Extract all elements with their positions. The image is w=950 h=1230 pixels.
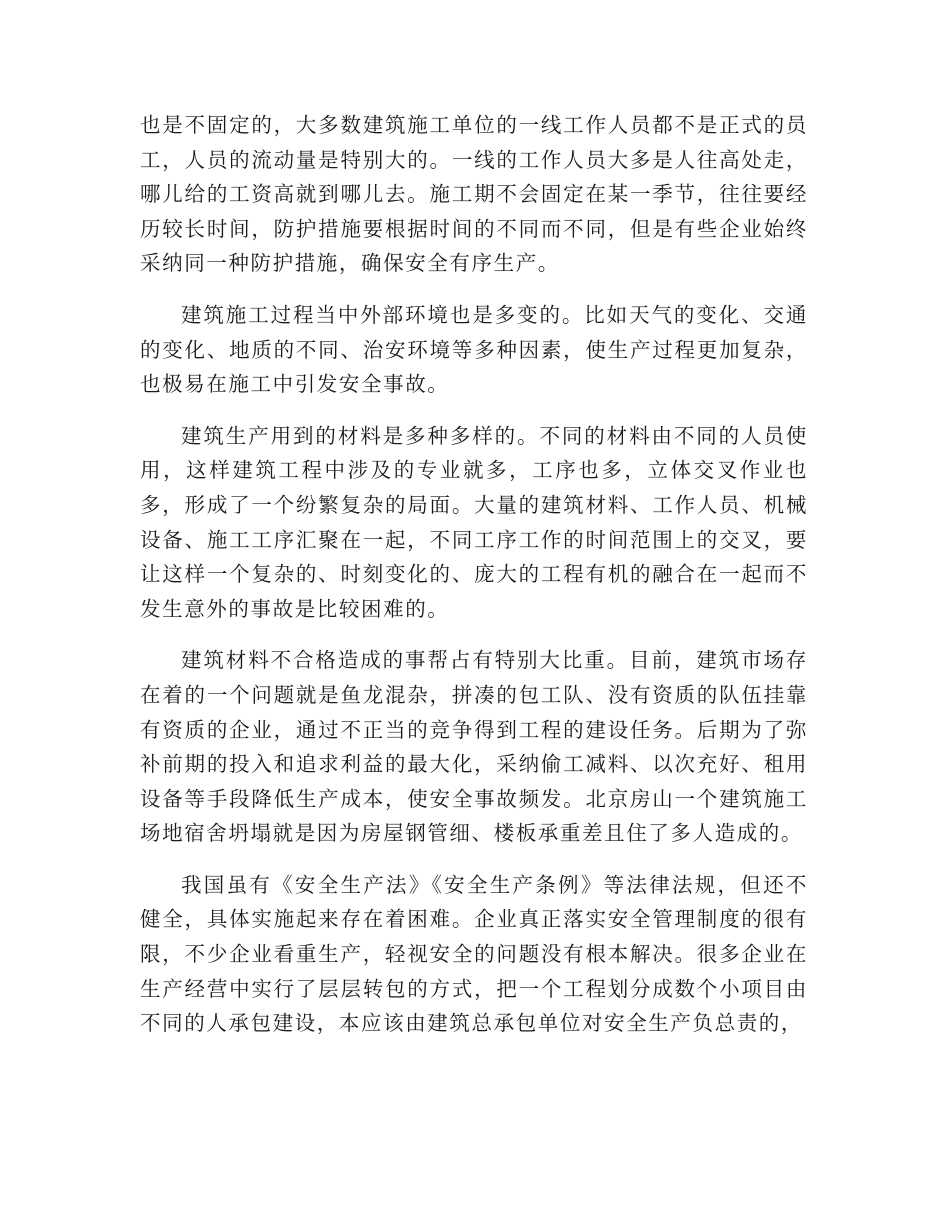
paragraph-3: 建筑生产用到的材料是多种多样的。不同的材料由不同的人员使用，这样建筑工程中涉及的专业就多，工序也多，立体交叉作业也多，形成了一个纷繁复杂的局面。大量的建筑材料、工作人员、机械设备、施工工序汇聚在一起，不同工序工作的时间范围上的交叉，要让这样一个复杂的、时刻变化的、庞大的工程有机的融合在一起而不发生意外的事故是比较困难的。 [140,423,808,621]
paragraph-1: 也是不固定的，大多数建筑施工单位的一线工作人员都不是正式的员工，人员的流动量是特别大的。一线的工作人员大多是人往高处走，哪儿给的工资高就到哪儿去。施工期不会固定在某一季节，往往要经历较长时间，防护措施要根据时间的不同而不同，但是有些企业始终采纳同一种防护措施，确保安全有序生产。 [140,113,808,276]
paragraph-4: 建筑材料不合格造成的事帮占有特别大比重。目前，建筑市场存在着的一个问题就是鱼龙混杂，拼凑的包工队、没有资质的队伍挂靠有资质的企业，通过不正当的竞争得到工程的建设任务。后期为了弥补前期的投入和追求利益的最大化，采纳偷工减料、以次充好、租用设备等手段降低生产成本，使安全事故频发。北京房山一个建筑施工场地宿舍坍塌就是因为房屋钢管细、楼板承重差且住了多人造成的。 [140,648,808,846]
document-page [140,108,808,1058]
paragraph-2: 建筑施工过程当中外部环境也是多变的。比如天气的变化、交通的变化、地质的不同、治安环境等多种因素，使生产过程更加复杂，也极易在施工中引发安全事故。 [140,302,808,397]
paragraph-5: 我国虽有《安全生产法》《安全生产条例》等法律法规，但还不健全，具体实施起来存在着困难。企业真正落实安全管理制度的很有限，不少企业看重生产，轻视安全的问题没有根本解决。很多企业在生产经营中实行了层层转包的方式，把一个工程划分成数个小项目由不同的人承包建设，本应该由建筑总承包单位对安全生产负总责的， [140,872,808,1036]
